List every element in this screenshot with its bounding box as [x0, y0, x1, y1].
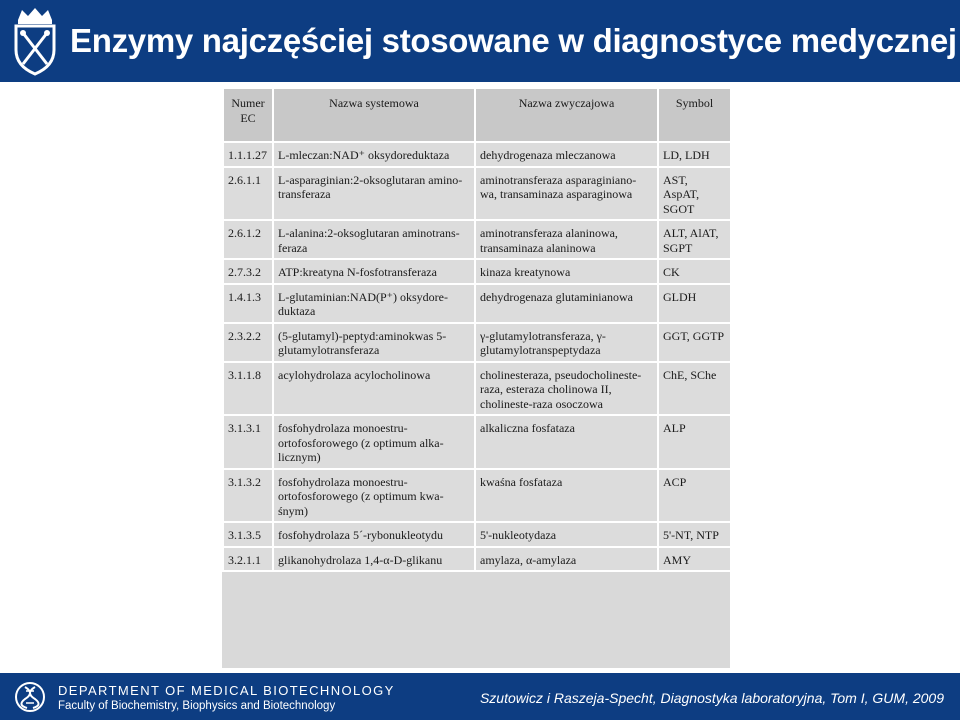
- common-name-cell: γ-glutamylotransferaza, γ-glutamylotranspeptydaza: [475, 323, 658, 362]
- symbol-cell: ALT, AlAT, SGPT: [658, 220, 731, 259]
- systematic-name-cell: fosfohydrolaza monoestru-ortofosforowego (z optimum kwa-śnym): [273, 469, 475, 523]
- table-row: [223, 362, 731, 416]
- common-name-cell: alkaliczna fosfataza: [475, 415, 658, 469]
- common-name-cell: 5'-nukleotydaza: [475, 522, 658, 547]
- column-header-symbol: Symbol: [658, 88, 731, 142]
- common-name-cell: aminotransferaza alaninowa, transaminaza alaninowa: [475, 220, 658, 259]
- faculty-name: Faculty of Biochemistry, Biophysics and Biotechnology: [58, 700, 336, 712]
- symbol-cell: AST, AspAT, SGOT: [658, 167, 731, 221]
- systematic-name-cell: (5-glutamyl)-peptyd:aminokwas 5-glutamylotransferaza: [273, 323, 475, 362]
- enzyme-table: [222, 87, 732, 572]
- page-title: Enzymy najczęściej stosowane w diagnostyce medycznej: [70, 22, 957, 59]
- ec-number-cell: 2.7.3.2: [223, 259, 273, 284]
- ec-number-cell: 3.1.1.8: [223, 362, 273, 416]
- table-row: [223, 547, 731, 572]
- table-row: [223, 415, 731, 469]
- symbol-cell: AMY: [658, 547, 731, 572]
- table-row: [223, 522, 731, 547]
- systematic-name-cell: L-mleczan:NAD⁺ oksydoreduktaza: [273, 142, 475, 167]
- systematic-name-cell: ATP:kreatyna N-fosfotransferaza: [273, 259, 475, 284]
- systematic-name-cell: L-asparaginian:2-oksoglutaran amino-transferaza: [273, 167, 475, 221]
- symbol-cell: CK: [658, 259, 731, 284]
- systematic-name-cell: fosfohydrolaza 5´-rybonukleotydu: [273, 522, 475, 547]
- ec-number-cell: 2.6.1.2: [223, 220, 273, 259]
- column-header-systemowa: Nazwa systemowa: [273, 88, 475, 142]
- common-name-cell: dehydrogenaza mleczanowa: [475, 142, 658, 167]
- common-name-cell: kwaśna fosfataza: [475, 469, 658, 523]
- systematic-name-cell: L-glutaminian:NAD(P⁺) oksydore-duktaza: [273, 284, 475, 323]
- ec-number-cell: 2.6.1.1: [223, 167, 273, 221]
- table-row: [223, 220, 731, 259]
- ec-number-cell: 3.2.1.1: [223, 547, 273, 572]
- table-row: [223, 167, 731, 221]
- table-body: [223, 142, 731, 571]
- symbol-cell: 5'-NT, NTP: [658, 522, 731, 547]
- ec-number-cell: 3.1.3.2: [223, 469, 273, 523]
- enzyme-table-container: [222, 87, 730, 668]
- symbol-cell: GLDH: [658, 284, 731, 323]
- department-name: DEPARTMENT OF MEDICAL BIOTECHNOLOGY: [58, 683, 395, 698]
- common-name-cell: kinaza kreatynowa: [475, 259, 658, 284]
- table-row: [223, 323, 731, 362]
- column-header-ec: Numer EC: [223, 88, 273, 142]
- university-crest-icon: [10, 6, 60, 76]
- symbol-cell: ChE, SChe: [658, 362, 731, 416]
- table-row: [223, 259, 731, 284]
- systematic-name-cell: fosfohydrolaza monoestru-ortofosforowego (z optimum alka-licznym): [273, 415, 475, 469]
- table-row: [223, 284, 731, 323]
- symbol-cell: LD, LDH: [658, 142, 731, 167]
- header-bar: [0, 0, 960, 82]
- common-name-cell: cholinesteraza, pseudocholineste-raza, esteraza cholinowa II, cholineste-raza osoczowa: [475, 362, 658, 416]
- ec-number-cell: 2.3.2.2: [223, 323, 273, 362]
- common-name-cell: amylaza, α-amylaza: [475, 547, 658, 572]
- systematic-name-cell: glikanohydrolaza 1,4-α-D-glikanu: [273, 547, 475, 572]
- table-header-row: [223, 88, 731, 142]
- ec-number-cell: 3.1.3.5: [223, 522, 273, 547]
- footer-bar: [0, 673, 960, 720]
- symbol-cell: GGT, GGTP: [658, 323, 731, 362]
- ec-number-cell: 1.1.1.27: [223, 142, 273, 167]
- ec-number-cell: 1.4.1.3: [223, 284, 273, 323]
- systematic-name-cell: acylohydrolaza acylocholinowa: [273, 362, 475, 416]
- symbol-cell: ACP: [658, 469, 731, 523]
- table-row: [223, 469, 731, 523]
- symbol-cell: ALP: [658, 415, 731, 469]
- source-citation: Szutowicz i Raszeja-Specht, Diagnostyka laboratoryjna, Tom I, GUM, 2009: [479, 690, 944, 706]
- ec-number-cell: 3.1.3.1: [223, 415, 273, 469]
- dna-emblem-icon: [14, 681, 46, 713]
- common-name-cell: aminotransferaza asparaginiano-wa, transaminaza asparaginowa: [475, 167, 658, 221]
- systematic-name-cell: L-alanina:2-oksoglutaran aminotrans-feraza: [273, 220, 475, 259]
- table-row: [223, 142, 731, 167]
- column-header-zwyczajowa: Nazwa zwyczajowa: [475, 88, 658, 142]
- common-name-cell: dehydrogenaza glutaminianowa: [475, 284, 658, 323]
